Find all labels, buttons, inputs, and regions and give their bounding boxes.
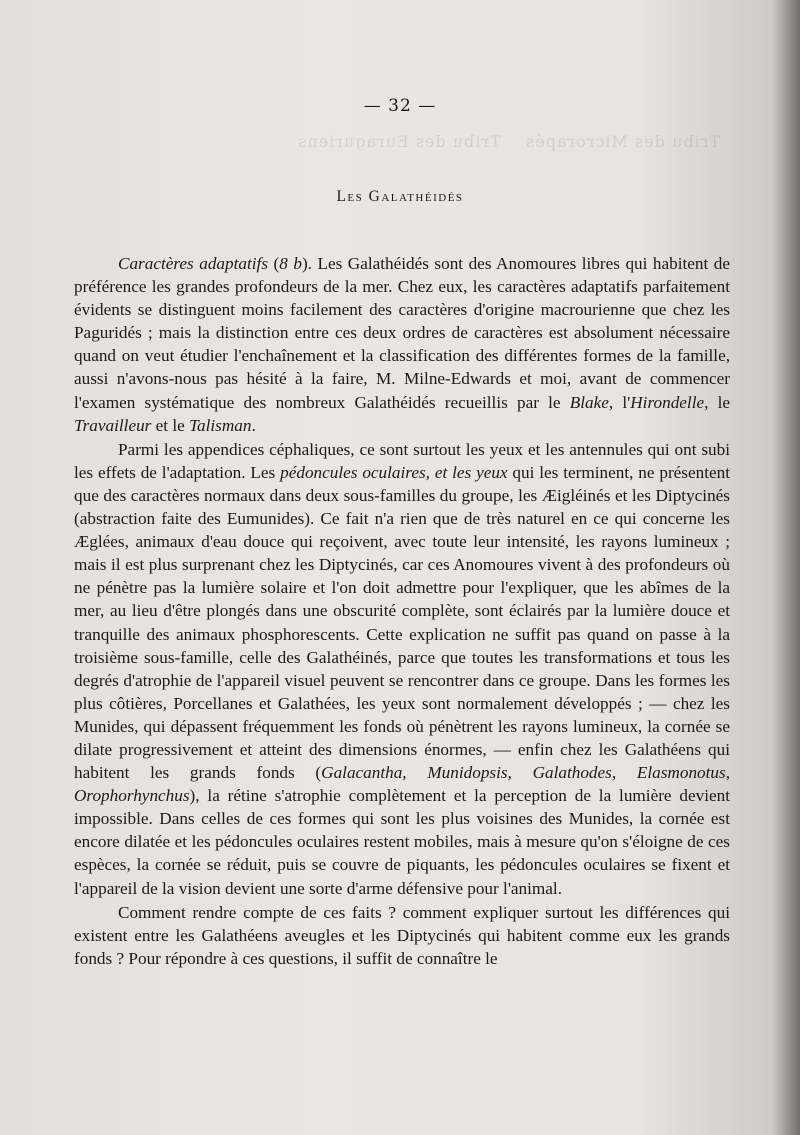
text-run: ( [268,254,280,273]
text-run: ). Les Galathéidés sont des Anomoures libres qui habitent de préférence les grandes profondeurs de la mer. Chez eux, les caractères adaptatifs parfaitement évidents se distinguent moins facilement des caractères d'origine macrourienne que chez les Paguridés ; mais la distinction entre ces deux ordres de caractères est absolument nécessaire quand on veut étudier l'enchaînement et la classification des différentes formes de la famille, aussi n'avons-nous pas hésité à la faire, M. Milne-Edwards et moi, avant de commencer l'examen systématique des nombreux Galathéidés recueillis par le [74,254,731,412]
text-run: , le [704,392,730,412]
italic-run: Travailleur [74,415,152,435]
italic-run: Talisman [189,415,252,435]
show-through-bleed: Tribu des Microrapés Tribu des Euraguriens [297,132,720,151]
italic-run: pédoncules oculaires, et les yeux [280,462,508,482]
italic-run: Caractères adaptatifs [118,254,269,273]
page-edge-shadow [772,0,800,1135]
paragraph-adaptive-characters [74,252,730,437]
text-run: et le [151,415,190,435]
text-run: Comment rendre compte de ces faits ? comment expliquer surtout les différences qui existent entre les Galathéens aveugles et les Diptycinés qui habitent comme eux les grands fonds ? Pour répondre à ces questions, il suffit de connaître le [74,902,730,968]
paragraph-cephalic-appendages [74,438,730,900]
text-run: ), la rétine s'atrophie complètement et la perception de la lumière devient impossible. Dans celles de ces formes qui sont les plus voisines des Munides, la cornée est encore dilatée et les pédoncules oculaires restent mobiles, mais à mesure qu'on s'éloigne de ces espèces, la cornée se réduit, puis se couvre de piquants, les pédoncules oculaires se fixent et l'appareil de la vision devient une sorte d'arme défensive pour l'animal. [74,786,730,898]
section-title: Les Galathéidés [336,188,464,205]
italic-run: 8 b [279,254,302,273]
italic-run: Hirondelle [630,392,705,412]
text-run: , l' [608,392,631,412]
text-run: . [251,415,256,435]
paragraph-questions [74,901,730,970]
italic-run: Blake [569,392,609,412]
italic-run: Galacantha, Munidopsis, Galathodes, Elasmonotus, Orophorhynchus [74,763,730,806]
body-text [74,252,730,970]
text-run: qui les terminent, ne présentent que des caractères normaux dans deux sous-familles du groupe, les Æigléinés et les Diptycinés (abstraction faite des Eumunides). Ce fait n'a rien que de très naturel en ce qui concerne les Æglées, animaux d'eau douce qui reçoivent, avec toute leur intensité, les rayons lumineux ; mais il est plus surprenant chez les Diptycinés, car ces Anomoures vivent à des profondeurs où ne pénètre pas la lumière solaire et l'on doit admettre pour l'expliquer, que les abîmes de la mer, au lieu d'être plongés dans une obscurité complète, sont éclairés par la lumière douce et tranquille des animaux phosphorescents. Cette explication ne suffit pas quand on passe à la troisième sous-famille, celle des Galathéinés, parce que toutes les transformations et tous les degrés d'atrophie de l'appareil visuel peuvent se rencontrer dans ce groupe. Dans les formes les plus côtières, Porcellanes et Galathées, les yeux sont normalement développés ; — chez les Munides, qui dépassent fréquemment les fonds où pénètrent les rayons lumineux, la cornée se dilate progressivement et atteint des dimensions énormes, — enfin chez les Galathéens qui habitent les grands fonds ( [74,462,730,783]
text-run: Parmi les appendices céphaliques, ce sont surtout les yeux et les antennules qui ont subi les effets de l'adaptation. Les [74,439,730,482]
page-number: — 32 — [363,96,437,116]
